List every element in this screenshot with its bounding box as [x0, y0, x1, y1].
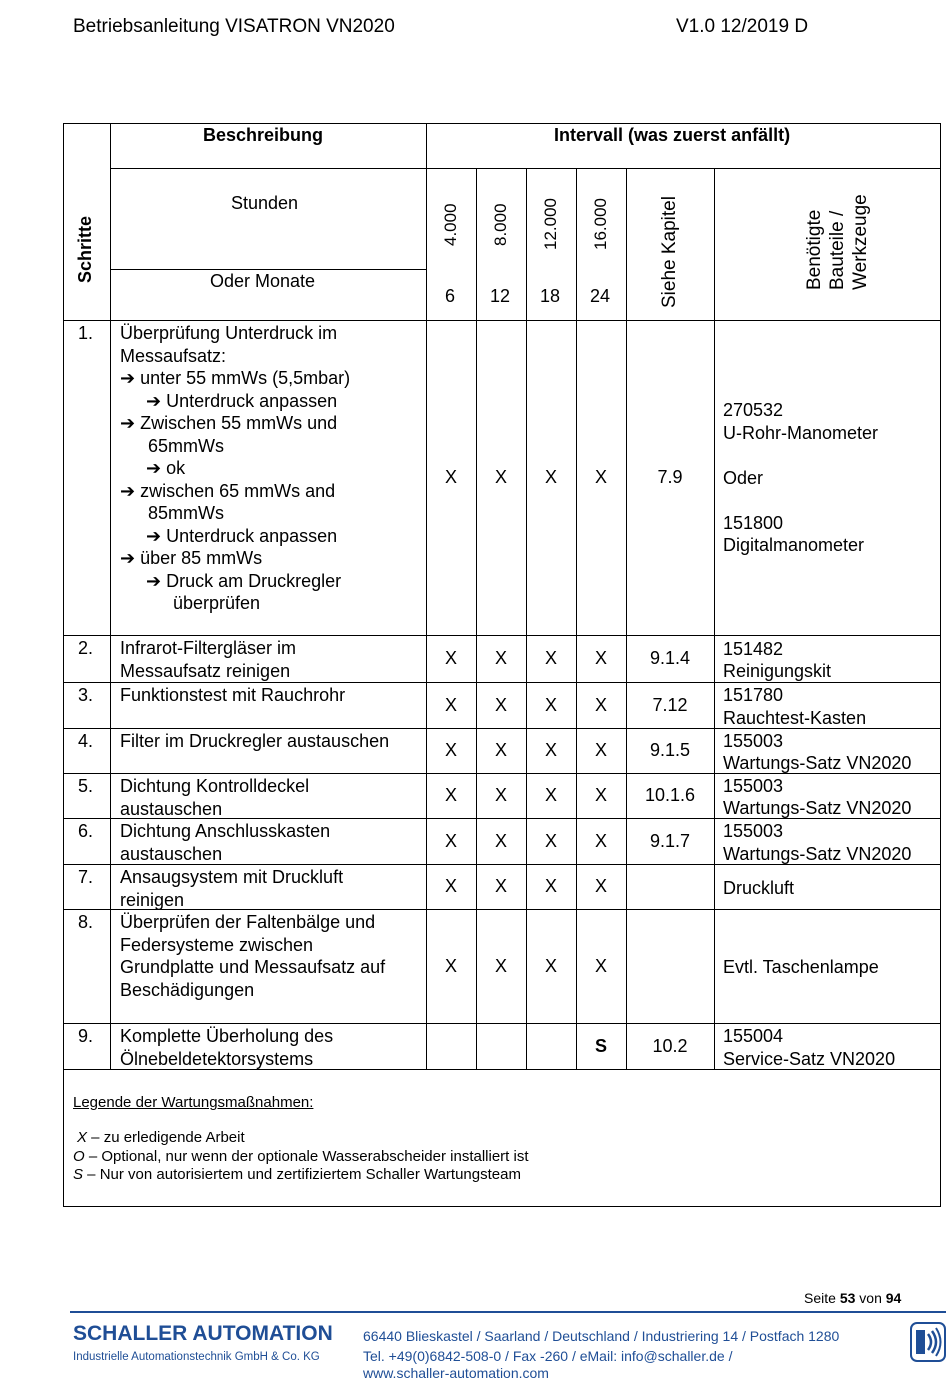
- header-beschreibung: Beschreibung: [203, 125, 324, 145]
- interval-mark: X: [545, 648, 558, 668]
- arrow-right-icon: ➔: [120, 413, 141, 433]
- arrow-right-icon: ➔: [120, 480, 141, 501]
- part-line: Digitalmanometer: [723, 535, 865, 556]
- legend-title: Legende der Wartungsmaßnahmen:: [73, 1094, 314, 1111]
- step-description: [120, 637, 296, 682]
- description-line: reinigen: [120, 889, 185, 910]
- description-text: Messaufsatz:: [120, 345, 227, 366]
- description-line: Funktionstest mit Rauchrohr: [120, 685, 346, 705]
- description-line: [120, 412, 350, 435]
- interval-mark: X: [545, 740, 558, 760]
- interval-mark: X: [445, 955, 458, 976]
- interval-mark: X: [495, 694, 508, 715]
- header-months-18: 18: [540, 286, 561, 306]
- chapter-ref: 10.2: [652, 1035, 688, 1056]
- description-line: Ansaugsystem mit Druckluft: [120, 867, 344, 887]
- step-number: 3.: [78, 685, 94, 705]
- description-line: [120, 480, 350, 503]
- part-line: Wartungs-Satz VN2020: [723, 798, 912, 818]
- step-description: [120, 730, 389, 753]
- document-version: V1.0 12/2019 D: [676, 16, 809, 37]
- interval-mark: X: [445, 876, 458, 896]
- description-line: [120, 502, 350, 525]
- interval-mark: S: [595, 1035, 608, 1056]
- step-description: [120, 911, 385, 1001]
- part-line: Rauchtest-Kasten: [723, 707, 867, 728]
- interval-mark: X: [545, 785, 558, 805]
- parts-tools: [723, 877, 794, 900]
- header-months-12: 12: [490, 286, 511, 306]
- description-line: Messaufsatz reinigen: [120, 660, 291, 681]
- description-line: Infrarot-Filtergläser im: [120, 638, 297, 658]
- page-number: Seite 53 von 94: [804, 1290, 902, 1306]
- header-months-6: 6: [445, 286, 456, 306]
- description-line: Ölnebeldetektorsystems: [120, 1048, 314, 1069]
- interval-mark: X: [595, 876, 608, 896]
- part-line: Wartungs-Satz VN2020: [723, 843, 912, 864]
- step-description: [120, 820, 330, 865]
- part-line: 151800: [723, 512, 784, 533]
- step-description: [120, 1025, 333, 1070]
- description-line: Komplette Überholung des: [120, 1026, 334, 1046]
- arrow-right-icon: ➔: [146, 570, 167, 591]
- description-line: [120, 345, 350, 368]
- arrow-right-icon: ➔: [146, 390, 167, 411]
- interval-mark: X: [595, 785, 608, 805]
- header-hours-8000: 8.000: [491, 203, 510, 246]
- header-hours-16000: 16.000: [591, 198, 610, 250]
- description-line: [120, 547, 350, 570]
- document-title: Betriebsanleitung VISATRON VN2020: [73, 16, 395, 37]
- interval-mark: X: [495, 830, 508, 851]
- description-text: 65mmWs: [148, 435, 224, 456]
- description-line: [120, 592, 350, 615]
- description-text: zwischen 65 mmWs and: [140, 480, 336, 501]
- header-hours-4000: 4.000: [441, 203, 460, 246]
- footer-subtitle: Industrielle Automationstechnik GmbH & Co. KG: [73, 1351, 320, 1363]
- part-line: 155003: [723, 730, 784, 751]
- part-line: U-Rohr-Manometer: [723, 422, 879, 443]
- parts-tools: [723, 638, 831, 683]
- interval-mark: X: [445, 467, 458, 487]
- part-line: 270532: [723, 400, 784, 421]
- part-line: [723, 489, 878, 512]
- step-description: [120, 866, 343, 911]
- description-text: Unterdruck anpassen: [166, 525, 338, 546]
- part-line: 155004: [723, 1026, 784, 1046]
- description-text: Überprüfung Unterdruck im: [120, 323, 338, 343]
- interval-mark: X: [495, 785, 508, 805]
- part-line: Wartungs-Satz VN2020: [723, 753, 912, 773]
- header-stunden: Stunden: [231, 193, 299, 213]
- footer-web: www.schaller-automation.com: [363, 1365, 549, 1381]
- description-text: 85mmWs: [148, 503, 224, 523]
- interval-mark: X: [595, 467, 608, 487]
- step-number: 4.: [78, 731, 94, 751]
- interval-mark: X: [545, 467, 558, 487]
- header-schritte: Schritte: [75, 215, 95, 283]
- interval-mark: X: [545, 955, 558, 976]
- interval-mark: X: [595, 740, 608, 760]
- description-text: Druck am Druckregler: [166, 570, 342, 591]
- interval-mark: X: [495, 955, 508, 976]
- description-text: überprüfen: [173, 593, 261, 613]
- interval-mark: X: [495, 876, 508, 896]
- header-bauteile: Benötigte Bauteile / Werkzeuge: [804, 194, 871, 290]
- description-line: Grundplatte und Messaufsatz auf: [120, 957, 386, 977]
- legend-item-s: S – Nur von autorisiertem und zertifiziertem Schaller Wartungsteam: [73, 1166, 521, 1183]
- footer-rule: [70, 1311, 946, 1313]
- arrow-right-icon: ➔: [120, 548, 141, 568]
- description-line: austauschen: [120, 798, 223, 819]
- schaller-logo-icon: [910, 1322, 946, 1362]
- description-text: Zwischen 55 mmWs und: [140, 413, 338, 433]
- description-line: Überprüfen der Faltenbälge und: [120, 912, 376, 932]
- interval-mark: X: [445, 694, 458, 715]
- step-number: 9.: [78, 1026, 94, 1046]
- header-months-24: 24: [590, 286, 611, 306]
- description-line: [120, 390, 350, 413]
- description-line: [120, 457, 350, 480]
- description-line: Dichtung Anschlusskasten: [120, 821, 331, 841]
- step-description: [120, 684, 345, 707]
- interval-mark: X: [595, 955, 608, 976]
- step-description: [120, 322, 350, 615]
- description-line: Federsysteme zwischen: [120, 934, 314, 955]
- parts-tools: [723, 956, 879, 979]
- description-text: über 85 mmWs: [140, 548, 263, 568]
- description-line: Beschädigungen: [120, 979, 255, 1000]
- header-intervall: Intervall (was zuerst anfällt): [554, 125, 791, 145]
- step-number: 8.: [78, 912, 94, 932]
- arrow-right-icon: ➔: [120, 368, 141, 388]
- interval-mark: X: [445, 648, 458, 668]
- description-line: [120, 367, 350, 390]
- header-oder-monate: Oder Monate: [210, 271, 316, 291]
- header-siehe-kapitel: Siehe Kapitel: [659, 196, 680, 308]
- description-text: unter 55 mmWs (5,5mbar): [140, 368, 351, 388]
- part-line: [723, 444, 878, 467]
- interval-mark: X: [445, 740, 458, 760]
- description-line: [120, 322, 350, 345]
- chapter-ref: 9.1.4: [649, 648, 691, 668]
- part-line: 151780: [723, 685, 784, 705]
- footer-company: SCHALLER AUTOMATION: [73, 1322, 333, 1345]
- step-number: 5.: [78, 776, 94, 796]
- chapter-ref: 9.1.7: [649, 830, 691, 851]
- parts-tools: [723, 775, 911, 820]
- chapter-ref: 7.9: [657, 467, 683, 487]
- parts-tools: [723, 399, 878, 557]
- interval-mark: X: [495, 740, 508, 760]
- chapter-ref: 7.12: [652, 694, 688, 715]
- header-hours-12000: 12.000: [541, 198, 560, 250]
- parts-tools: [723, 1025, 895, 1070]
- step-number: 7.: [78, 867, 94, 887]
- part-line: 155003: [723, 775, 784, 796]
- parts-tools: [723, 684, 866, 729]
- step-number: 2.: [78, 638, 94, 658]
- footer-address: 66440 Blieskastel / Saarland / Deutschland / Industriering 14 / Postfach 1280: [363, 1328, 840, 1344]
- interval-mark: X: [495, 467, 508, 487]
- interval-mark: X: [545, 876, 558, 896]
- description-line: [120, 570, 350, 593]
- interval-mark: X: [545, 694, 558, 715]
- arrow-right-icon: ➔: [146, 525, 167, 546]
- chapter-ref: 9.1.5: [649, 740, 691, 760]
- description-text: Unterdruck anpassen: [166, 390, 338, 411]
- description-line: austauschen: [120, 843, 223, 864]
- description-line: [120, 525, 350, 548]
- part-line: Reinigungskit: [723, 661, 832, 681]
- description-line: Dichtung Kontrolldeckel: [120, 776, 310, 796]
- description-line: [120, 435, 350, 458]
- description-text: ok: [166, 458, 186, 478]
- interval-mark: X: [595, 694, 608, 715]
- interval-mark: X: [545, 830, 558, 851]
- part-line: Oder: [723, 467, 764, 488]
- interval-mark: X: [445, 785, 458, 805]
- step-number: 6.: [78, 821, 94, 841]
- part-line: Service-Satz VN2020: [723, 1048, 896, 1069]
- part-line: Evtl. Taschenlampe: [723, 957, 879, 978]
- chapter-ref: 10.1.6: [644, 785, 696, 805]
- arrow-right-icon: ➔: [146, 458, 167, 478]
- interval-mark: X: [595, 648, 608, 668]
- interval-mark: X: [445, 830, 458, 851]
- parts-tools: [723, 820, 911, 865]
- step-description: [120, 775, 309, 820]
- parts-tools: [723, 730, 911, 775]
- part-line: Druckluft: [723, 877, 795, 898]
- part-line: 151482: [723, 638, 784, 659]
- legend-item-x: X – zu erledigende Arbeit: [77, 1129, 245, 1146]
- step-number: 1.: [78, 323, 94, 343]
- legend-item-o: O – Optional, nur wenn der optionale Wasserabscheider installiert ist: [73, 1148, 529, 1165]
- interval-mark: X: [495, 648, 508, 668]
- footer-contact: Tel. +49(0)6842-508-0 / Fax -260 / eMail: info@schaller.de /: [363, 1348, 733, 1364]
- part-line: 155003: [723, 821, 784, 841]
- description-line: Filter im Druckregler austauschen: [120, 731, 390, 751]
- interval-mark: X: [595, 830, 608, 851]
